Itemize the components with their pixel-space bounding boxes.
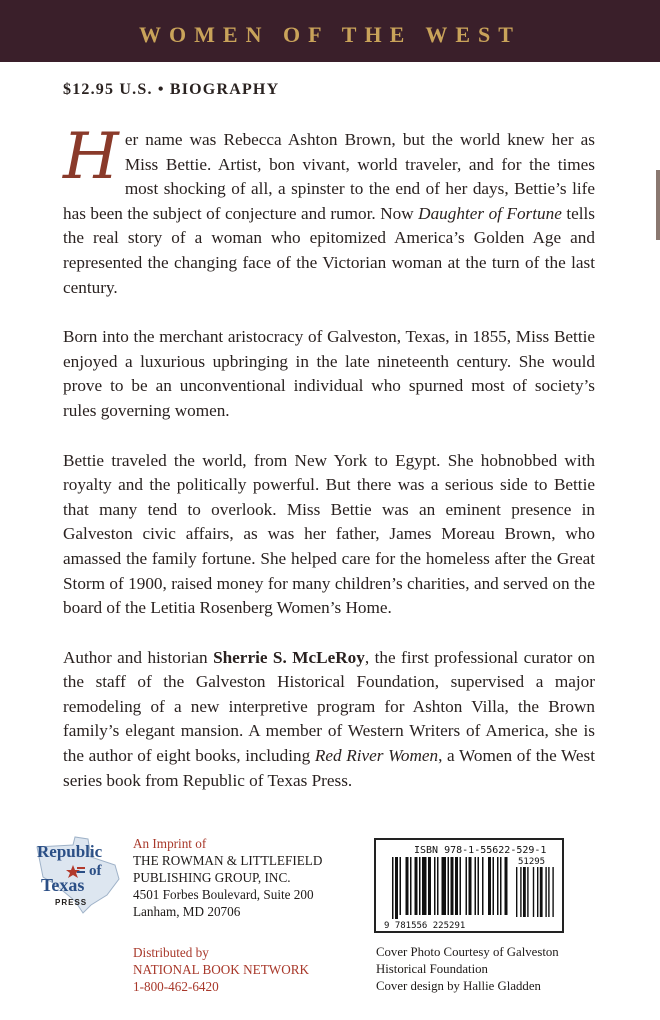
barcode-addon-bar bbox=[537, 867, 538, 917]
publisher-address-1: 4501 Forbes Boulevard, Suite 200 bbox=[133, 887, 314, 902]
barcode-bar bbox=[415, 857, 418, 915]
logo-republic: Republic bbox=[37, 842, 103, 861]
page-edge-decoration bbox=[656, 170, 660, 240]
author-name: Sherrie S. McLeRoy bbox=[213, 647, 365, 667]
paragraph-upbringing: Born into the merchant aristocracy of Galveston, Texas, in 1855, Miss Bettie enjoyed a luxurious upbringing in the late nineteenth century. She would prove to be an unconventional individual who spurned most of society’s rules governing women. bbox=[63, 327, 595, 420]
barcode-addon-bar bbox=[533, 867, 534, 917]
texas-logo-icon bbox=[33, 835, 123, 915]
distributor-name: NATIONAL BOOK NETWORK bbox=[133, 962, 310, 977]
barcode-bar bbox=[451, 857, 454, 915]
paragraph-intro-text-b: tells the real story of a woman who epitomized America’s Golden Age and represented the changing face of the Victorian woman at the turn of the last century. bbox=[63, 203, 595, 297]
barcode-bars-main bbox=[392, 857, 508, 919]
paragraph-intro-text-a: er name was Rebecca Ashton Brown, but the world knew her as Miss Bettie. Artist, bon vivant, world traveler, and for the times most shocking of all, a spinster to the end of her days, Bettie’s life has been the subject of conjecture and rumor. Now bbox=[63, 130, 595, 223]
paragraph-author bbox=[63, 646, 595, 794]
barcode-addon-bar bbox=[516, 867, 517, 917]
publisher-address-2: Lanham, MD 20706 bbox=[133, 904, 241, 919]
barcode-bar bbox=[395, 857, 398, 919]
barcode-addon-bar bbox=[552, 867, 553, 917]
barcode-bar bbox=[434, 857, 436, 915]
ean-digits: 9 781556 225291 bbox=[384, 921, 466, 931]
paragraph-author-text-a: Author and historian bbox=[63, 647, 214, 667]
barcode-bar bbox=[437, 857, 439, 915]
publisher-name-2: PUBLISHING GROUP, INC. bbox=[133, 870, 291, 885]
barcode-bar bbox=[392, 857, 394, 919]
credit-photo-2: Historical Foundation bbox=[376, 962, 488, 976]
credit-photo-1: Cover Photo Courtesy of Galveston bbox=[376, 945, 559, 959]
barcode-bar bbox=[500, 857, 502, 915]
barcode-bar bbox=[410, 857, 412, 915]
distributor-phone: 1-800-462-6420 bbox=[133, 979, 219, 994]
cover-credits bbox=[376, 944, 559, 995]
barcode-bar bbox=[442, 857, 447, 915]
blurb-body bbox=[63, 120, 595, 818]
barcode-addon-bar bbox=[520, 867, 521, 917]
credit-design: Cover design by Hallie Gladden bbox=[376, 979, 541, 993]
barcode-bar bbox=[497, 857, 499, 915]
paragraph-travels: Bettie traveled the world, from New York to Egypt. She hobnobbed with royalty and the politically powerful. But there was a serious side to Bettie that many tend to overlook. Miss Bettie was an eminent presence in Galveston civic affairs, as was her father, James Moreau Brown, who amassed the family fortune. She helped care for the homeless after the Great Storm of 1900, raised money for many children’s charities, and served on the board of the Letitia Rosenberg Women’s Home. bbox=[63, 450, 595, 618]
barcode-graphic bbox=[376, 840, 562, 931]
barcode-bar bbox=[419, 857, 421, 915]
barcode-bar bbox=[455, 857, 458, 915]
barcode-bar bbox=[478, 857, 480, 915]
barcode-bar bbox=[505, 857, 508, 915]
imprint-intro: An Imprint of bbox=[133, 836, 207, 851]
barcode-bar bbox=[469, 857, 472, 915]
drop-cap: H bbox=[63, 120, 119, 194]
series-title: WOMEN OF THE WEST bbox=[139, 22, 521, 47]
barcode-addon-bar bbox=[523, 867, 526, 917]
republic-of-texas-press-logo bbox=[33, 835, 123, 915]
barcode-addon-bar bbox=[548, 867, 549, 917]
barcode-bar bbox=[406, 857, 409, 915]
barcode-bar bbox=[422, 857, 427, 915]
barcode-bar bbox=[400, 857, 402, 915]
barcode-bar bbox=[460, 857, 462, 915]
barcode-bar bbox=[466, 857, 468, 915]
barcode-bar bbox=[488, 857, 491, 915]
paragraph-author-text-b: , the first professional curator on the staff of the Galveston Historical Foundation, supervised a major remodeling of a new interpretive program for Ashton Villa, the Brown family’s elegant mansion. A member of Western Writers of America, she is the author of eight books, including bbox=[63, 647, 595, 766]
series-banner bbox=[0, 0, 660, 62]
barcode-bar bbox=[475, 857, 477, 915]
price-category-line: $12.95 U.S. • BIOGRAPHY bbox=[63, 81, 280, 98]
book-title-italic: Daughter of Fortune bbox=[418, 203, 562, 223]
barcode-bars-addon bbox=[516, 867, 554, 917]
distributor-intro: Distributed by bbox=[133, 945, 209, 960]
barcode-bar bbox=[493, 857, 495, 915]
logo-of: of bbox=[89, 863, 102, 879]
other-book-title: Red River Women bbox=[314, 746, 439, 766]
barcode-addon-bar bbox=[527, 867, 528, 917]
paragraph-author-text-c: , a Women of the West series book from Republic of Texas Press. bbox=[63, 746, 595, 790]
barcode-addon-bar bbox=[540, 867, 543, 917]
publisher-name-1: THE ROWMAN & LITTLEFIELD bbox=[133, 853, 323, 868]
paragraph-intro bbox=[63, 120, 595, 300]
isbn-text: ISBN 978-1-55622-529-1 bbox=[414, 845, 547, 856]
logo-press: PRESS bbox=[55, 898, 88, 907]
price-code: 51295 bbox=[518, 857, 546, 867]
barcode-bar bbox=[428, 857, 431, 915]
barcode-bar bbox=[482, 857, 484, 915]
barcode-bar bbox=[448, 857, 450, 915]
barcode-addon-bar bbox=[545, 867, 546, 917]
isbn-barcode bbox=[374, 838, 564, 933]
distributor-block bbox=[133, 944, 309, 995]
imprint-block bbox=[133, 835, 322, 920]
logo-texas: Texas bbox=[41, 875, 85, 895]
